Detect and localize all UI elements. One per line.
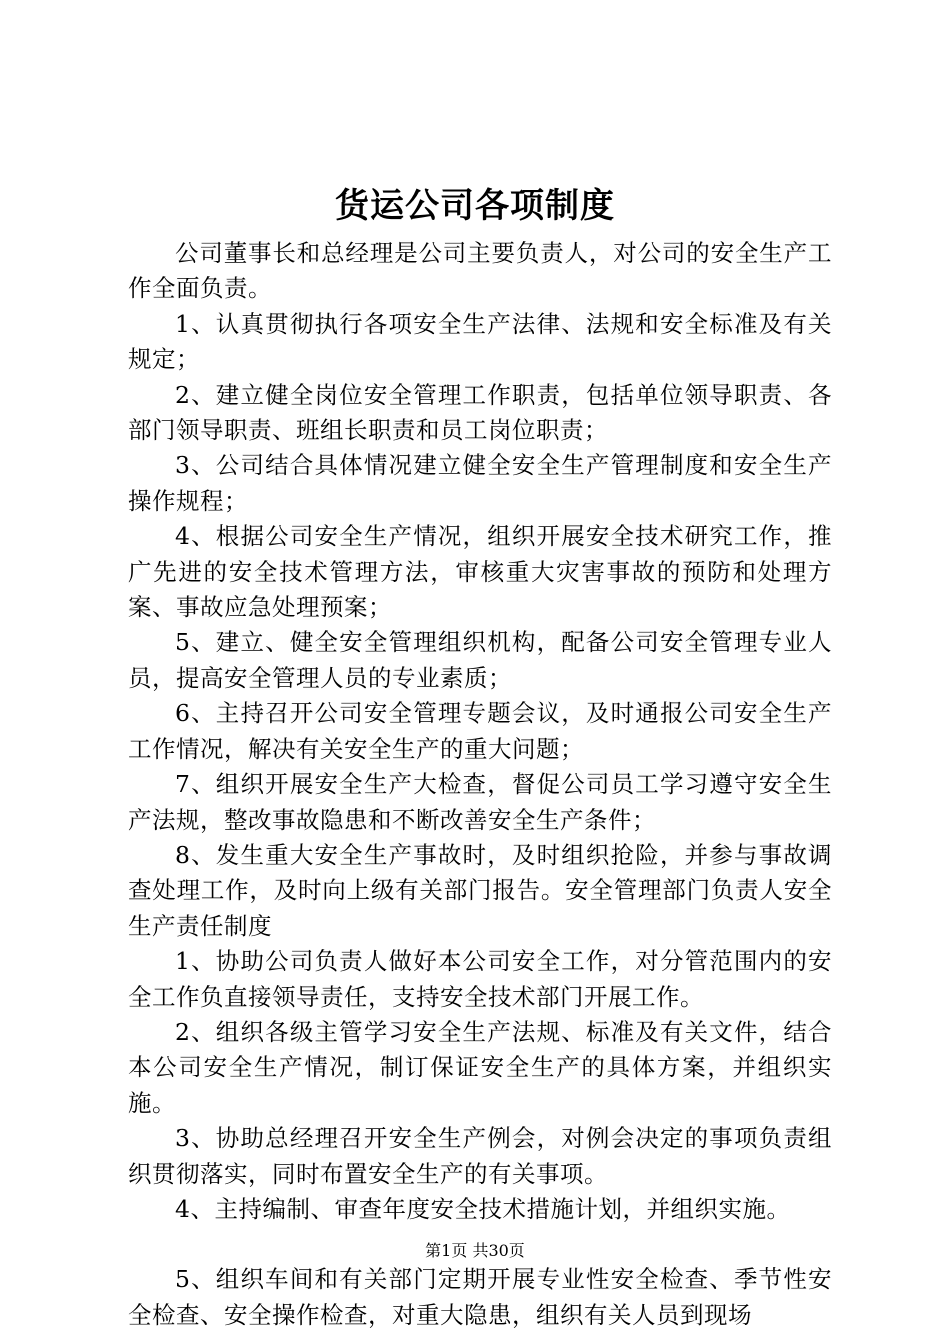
page-title: 货运公司各项制度 <box>335 186 615 226</box>
paragraph-item: 5、组织车间和有关部门定期开展专业性安全检查、季节性安全检查、安全操作检查，对重大隐患，组织有关人员到现场 <box>128 1265 832 1329</box>
paragraph-item: 4、根据公司安全生产情况，组织开展安全技术研究工作，推广先进的安全技术管理方法，审核重大灾害事故的预防和处理方案、事故应急处理预案； <box>128 522 832 622</box>
paragraph-item: 7、组织开展安全生产大检查，督促公司员工学习遵守安全生产法规，整改事故隐患和不断改善安全生产条件； <box>128 770 832 834</box>
paragraph-item: 3、公司结合具体情况建立健全安全生产管理制度和安全生产操作规程； <box>128 451 832 515</box>
paragraph-item: 2、建立健全岗位安全管理工作职责，包括单位领导职责、各部门领导职责、班组长职责和员工岗位职责； <box>128 380 832 445</box>
page-footer: 第1页 共30页 <box>425 1241 525 1260</box>
paragraph-intro: 公司董事长和总经理是公司主要负责人，对公司的安全生产工作全面负责。 <box>128 239 832 303</box>
paragraph-item: 6、主持召开公司安全管理专题会议，及时通报公司安全生产工作情况，解决有关安全生产的重大问题； <box>128 699 832 763</box>
paragraph-item: 3、协助总经理召开安全生产例会，对例会决定的事项负责组织贯彻落实，同时布置安全生产的有关事项。 <box>128 1124 832 1188</box>
paragraph-item: 8、发生重大安全生产事故时，及时组织抢险，并参与事故调查处理工作，及时向上级有关部门报告。安全管理部门负责人安全生产责任制度 <box>128 840 832 940</box>
paragraph-item: 2、组织各级主管学习安全生产法规、标准及有关文件，结合本公司安全生产情况，制订保证安全生产的具体方案，并组织实施。 <box>128 1017 832 1117</box>
paragraph-item: 5、建立、健全安全管理组织机构，配备公司安全管理专业人员，提高安全管理人员的专业素质； <box>128 628 832 692</box>
paragraph-item: 1、认真贯彻执行各项安全生产法律、法规和安全标准及有关规定； <box>128 309 832 374</box>
document-body <box>128 236 832 1333</box>
paragraph-item: 1、协助公司负责人做好本公司安全工作，对分管范围内的安全工作负直接领导责任，支持安全技术部门开展工作。 <box>128 947 832 1011</box>
paragraph-item: 4、主持编制、审查年度安全技术措施计划，并组织实施。 <box>175 1194 791 1223</box>
